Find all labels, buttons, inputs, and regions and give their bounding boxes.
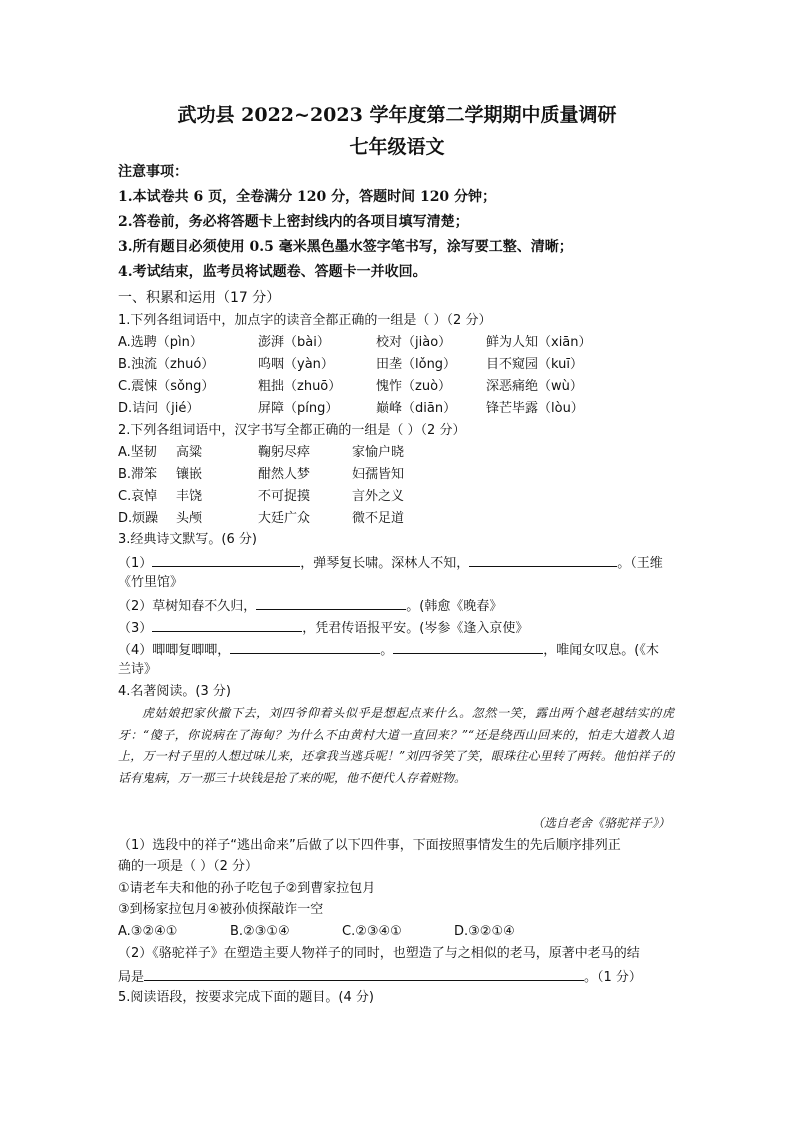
q2-option-c: C.哀悼 丰饶 不可捉摸 言外之义: [118, 489, 405, 504]
q1-option-c: C.震悚（sǒng） 粗拙（zhuō） 愧怍（zuò） 深恶痛绝（wù）: [118, 379, 583, 394]
answer-blank[interactable]: [152, 552, 300, 567]
q5-stem: 5.阅读语段，按要求完成下面的题目。(4 分): [118, 990, 374, 1005]
q3-line-3: （3） ，凭君传语报平安。(岑参《逢入京使》: [118, 617, 528, 639]
notice-item: 4.考试结束，监考员将试题卷、答题卡一并收回。: [118, 264, 427, 280]
notice-heading: 注意事项：: [118, 164, 188, 180]
q4-sub2-stem: （2）《骆驼祥子》在塑造主要人物祥子的同时，也塑造了与之相似的老马，原著中老马的结: [118, 946, 640, 961]
q2-stem: 2.下列各组词语中，汉字书写全都正确的一组是（ ）（2 分）: [118, 423, 466, 438]
q2-option-a: A.坚韧 高粱 鞠躬尽瘁 家愉户晓: [118, 445, 405, 460]
passage-source: （选自老舍《骆驼祥子》）: [531, 816, 670, 830]
answer-blank[interactable]: [393, 639, 543, 654]
q1-option-a: A.选聘（pìn） 澎湃（bài） 校对（jiào） 鲜为人知（xiān）: [118, 335, 592, 350]
notice-item: 1.本试卷共 6 页，全卷满分 120 分，答题时间 120 分钟；: [118, 189, 497, 205]
q4-sub1-stem-cont: 确的一项是（ ）（2 分）: [118, 859, 259, 874]
q1-option-b: B.浊流（zhuó） 呜咽（yàn） 田垄（lǒng） 目不窥园（kuī）: [118, 357, 583, 372]
q3-line-4-cont: 兰诗》: [118, 662, 158, 677]
q3-line-1-cont: 《竹里馆》: [118, 575, 184, 590]
q4-events: ③到杨家拉包月④被孙侦探敲诈一空: [118, 902, 324, 917]
section-heading: 一、积累和运用（17 分）: [118, 290, 281, 306]
answer-blank[interactable]: [152, 617, 302, 632]
exam-title: 武功县 2022~2023 学年度第二学期期中质量调研: [177, 104, 617, 126]
notice-item: 3.所有题目必须使用 0.5 毫米黑色墨水签字笔书写，涂写要工整、清晰；: [118, 239, 573, 255]
q4-events: ①请老车夫和他的孙子吃包子②到曹家拉包月: [118, 881, 376, 896]
notice-item: 2.答卷前，务必将答题卡上密封线内的各项目填写清楚；: [118, 214, 469, 230]
q4-choices: A.③②④① B.②③①④ C.②③④① D.③②①④: [118, 924, 515, 939]
q2-option-b: B.滞笨 镶嵌 酣然人梦 妇孺皆知: [118, 467, 405, 482]
q1-stem: 1.下列各组词语中，加点字的读音全都正确的一组是（ ）（2 分）: [118, 313, 492, 328]
q4-stem: 4.名著阅读。(3 分): [118, 684, 231, 699]
q3-line-2: （2）草树知春不久归， 。(韩愈《晚春》: [118, 595, 502, 617]
q4-sub2-line: 局是 。（1 分）: [118, 966, 642, 988]
exam-subtitle: 七年级语文: [349, 136, 445, 158]
q1-option-d: D.诘问（jié） 屏障（píng） 巅峰（diān） 锋芒毕露（lòu）: [118, 401, 584, 416]
q4-sub1-stem: （1）选段中的祥子“逃出命来”后做了以下四件事，下面按照事情发生的先后顺序排列正: [118, 838, 621, 853]
answer-blank[interactable]: [144, 966, 584, 981]
q2-option-d: D.烦躁 头颅 大廷广众 微不足道: [118, 511, 405, 526]
answer-blank[interactable]: [230, 639, 380, 654]
answer-blank[interactable]: [256, 595, 406, 610]
q3-line-1: （1） ，弹琴复长啸。深林人不知， 。（王维: [118, 552, 663, 574]
q3-stem: 3.经典诗文默写。(6 分): [118, 532, 257, 547]
answer-blank[interactable]: [469, 552, 617, 567]
q3-line-4: （4）唧唧复唧唧， 。 ，唯闻女叹息。(《木: [118, 639, 659, 661]
reading-passage: 虎姑娘把家伙撤下去，刘四爷仰着头似乎是想起点来什么。忽然一笑，露出两个越老越结实的虎牙：“傻子，你说病在了海甸？为什么不由黄村大道一直回来？”“还是绕西山回来的，怕走大道教人追上，万一村子里的人想过味儿来，还拿我当逃兵呢！”刘四爷笑了笑，眼珠往心里转了两转。他怕祥子的话有鬼病，万一那三十块钱是抢了来的呢，他不便代人存着赃物。: [118, 706, 674, 785]
